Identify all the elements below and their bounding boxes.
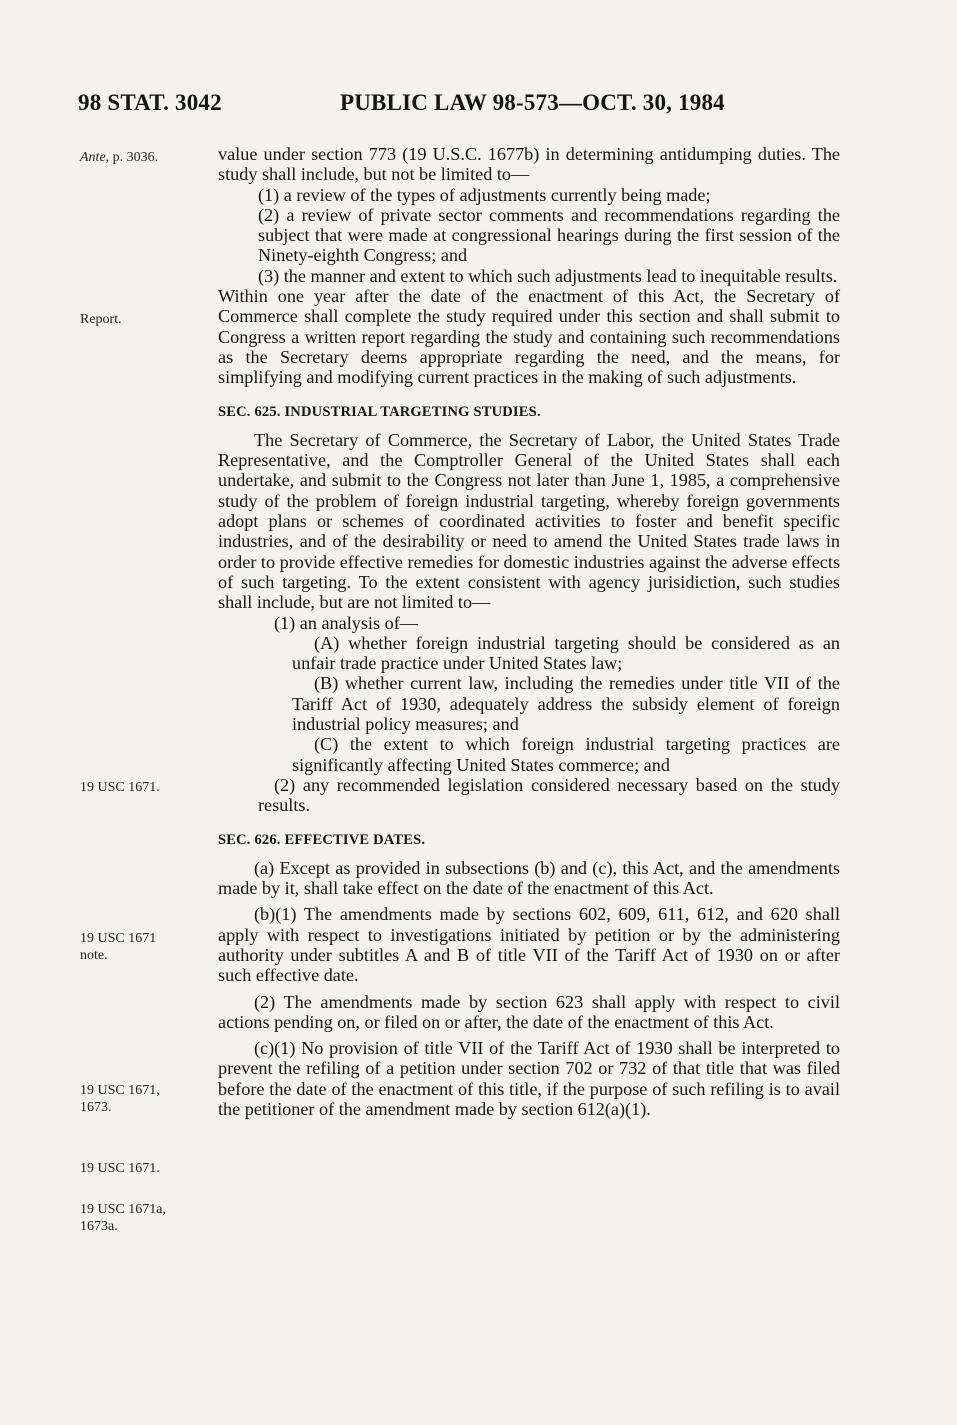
- stat-page-number: 98 STAT. 3042: [78, 90, 222, 115]
- list-item: (B) whether current law, including the remedies under title VII of the Tariff Act of 1930, adequately address the subsidy element of foreign industrial policy measures; and: [292, 673, 840, 735]
- margin-note-ante-page: , p. 3036.: [105, 150, 159, 165]
- list-item: (3) the manner and extent to which such adjustments lead to inequitable results.: [258, 265, 838, 286]
- margin-note-ante-italic: Ante: [80, 150, 106, 165]
- margin-note-usc-1671-note: [80, 930, 156, 964]
- section-heading: SEC. 625. INDUSTRIAL TARGETING STUDIES.: [218, 403, 541, 420]
- margin-note-ante: [80, 149, 158, 166]
- paragraph: (c)(1) No provision of title VII of the Tariff Act of 1930 shall be interpreted to prevent the refiling of a petition under section 702 or 732 of that title that was filed before the date of the enactment of this title, if the purpose of such refiling is to avail the petitioner of the amendment made by section 612(a)(1).: [218, 1038, 840, 1120]
- list-item: (2) any recommended legislation considered necessary based on the study results.: [258, 774, 840, 816]
- margin-note-line: 1673a.: [80, 1219, 118, 1234]
- section-heading: SEC. 626. EFFECTIVE DATES.: [218, 831, 426, 848]
- list-item: (2) a review of private sector comments and recommendations regarding the subject that were made at congressional hearings during the first session of the Ninety-eighth Congress; and: [258, 204, 840, 266]
- margin-note-usc-1671a: [80, 1201, 166, 1235]
- margin-note-usc-1671-1673: [80, 1082, 160, 1116]
- margin-note-line: 19 USC 1671,: [80, 1083, 160, 1098]
- list-item: (1) a review of the types of adjustments currently being made;: [258, 184, 711, 205]
- paragraph: The Secretary of Commerce, the Secretary of Labor, the United States Trade Representative, and the Comptroller General of the United States shall each undertake, and submit to the Congress not later than June 1, 1985, a comprehensive study of the problem of foreign industrial targeting, whereby foreign governments adopt plans or schemes of coordinated activities to foster and benefit specific industries, and of the desirability or need to amend the United States trade laws in order to provide effective remedies for domestic industries against the adverse effects of such targeting. To the extent consistent with agency jurisidiction, such studies shall include, but are not limited to—: [218, 429, 841, 613]
- margin-note-usc-1671-b: 19 USC 1671.: [80, 1161, 160, 1176]
- paragraph: value under section 773 (19 U.S.C. 1677b) in determining antidumping duties. The study shall include, but not be limited to—: [218, 144, 840, 185]
- margin-note-report: Report.: [80, 312, 122, 327]
- paragraph: (a) Except as provided in subsections (b) and (c), this Act, and the amendments made by it, shall take effect on the date of the enactment of this Act.: [218, 857, 840, 899]
- paragraph: Within one year after the date of the enactment of this Act, the Secretary of Commerce shall complete the study required under this section and shall submit to Congress a written report regarding the study and containing such recommendations as the Secretary deems appropriate regarding the need, and the means, for simplifying and modifying current practices in the making of such adjustments.: [218, 286, 840, 388]
- paragraph: (b)(1) The amendments made by sections 602, 609, 611, 612, and 620 shall apply with respect to investigations initiated by petition or by the administering authority under subtitles A and B of title VII of the Tariff Act of 1930 on or after such effective date.: [218, 904, 840, 986]
- list-item: (1) an analysis of—: [274, 612, 418, 633]
- margin-note-line: 19 USC 1671: [80, 931, 157, 946]
- margin-note-line: 1673.: [80, 1100, 112, 1115]
- public-law-title: PUBLIC LAW 98-573—OCT. 30, 1984: [340, 90, 725, 115]
- list-item: (A) whether foreign industrial targeting should be considered as an unfair trade practice under United States law;: [292, 632, 840, 674]
- margin-note-line: 19 USC 1671a,: [80, 1202, 166, 1217]
- margin-note-line: note.: [80, 948, 108, 963]
- list-item: (C) the extent to which foreign industrial targeting practices are significantly affecting United States commerce; and: [292, 734, 840, 775]
- body-text: [218, 144, 840, 1119]
- margin-note-usc-1671: 19 USC 1671.: [80, 780, 160, 795]
- paragraph: (2) The amendments made by section 623 shall apply with respect to civil actions pending on, or filed on or after, the date of the enactment of this Act.: [218, 991, 840, 1032]
